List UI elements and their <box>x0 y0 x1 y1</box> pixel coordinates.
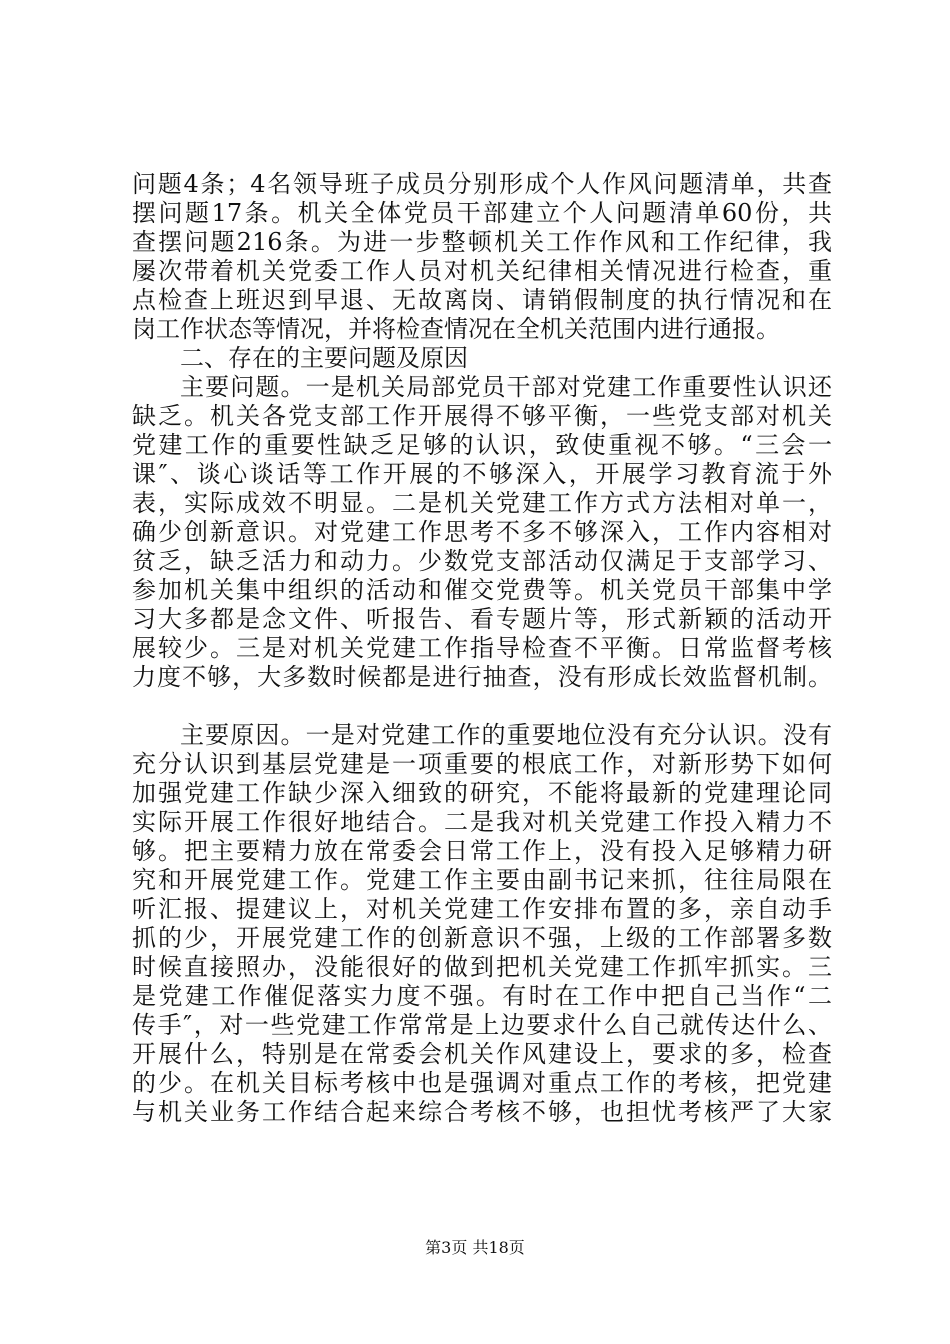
text-line: 点检查上班迟到早退、无故离岗、请销假制度的执行情况和在 <box>132 286 832 314</box>
text-line: 够。把主要精力放在常委会日常工作上，没有投入足够精力研 <box>132 837 832 865</box>
text-line: 问题4条；4名领导班子成员分别形成个人作风问题清单，共查 <box>132 170 832 198</box>
paragraph-continued <box>132 170 832 344</box>
text-line: 贫乏，缺乏活力和动力。少数党支部活动仅满足于支部学习、 <box>132 547 832 575</box>
text-line: 时候直接照办，没能很好的做到把机关党建工作抓牢抓实。三 <box>132 953 832 981</box>
text-line: 力度不够，大多数时候都是进行抽查，没有形成长效监督机制。 <box>132 663 832 691</box>
text-line: 与机关业务工作结合起来综合考核不够，也担忧考核严了大家 <box>132 1098 832 1126</box>
text-line: 习大多都是念文件、听报告、看专题片等，形式新颖的活动开 <box>132 605 832 633</box>
text-line: 听汇报、提建议上，对机关党建工作安排布置的多，亲自动手 <box>132 895 832 923</box>
text-line: 岗工作状态等情况，并将检查情况在全机关范围内进行通报。 <box>132 315 780 343</box>
paragraph-problems <box>132 373 832 692</box>
text-line: 展较少。三是对机关党建工作指导检查不平衡。日常监督考核 <box>132 634 832 662</box>
text-line: 主要原因。一是对党建工作的重要地位没有充分认识。没有 <box>180 721 832 749</box>
text-line: 课″、谈心谈话等工作开展的不够深入，开展学习教育流于外 <box>132 460 832 488</box>
text-line: 是党建工作催促落实力度不强。有时在工作中把自己当作“二 <box>132 982 832 1010</box>
text-line: 查摆问题216条。为进一步整顿机关工作作风和工作纪律，我 <box>132 228 832 256</box>
text-line: 究和开展党建工作。党建工作主要由副书记来抓，往往局限在 <box>132 866 832 894</box>
text-line: 摆问题17条。机关全体党员干部建立个人问题清单60份，共 <box>132 199 832 227</box>
section-heading: 二、存在的主要问题及原因 <box>180 344 468 372</box>
document-body <box>132 170 832 1127</box>
text-line: 屡次带着机关党委工作人员对机关纪律相关情况进行检查，重 <box>132 257 832 285</box>
text-line: 实际开展工作很好地结合。二是我对机关党建工作投入精力不 <box>132 808 832 836</box>
page-number: 第3页 共18页 <box>425 1238 525 1257</box>
section-heading-block <box>132 344 832 373</box>
text-line: 抓的少，开展党建工作的创新意识不强，上级的工作部署多数 <box>132 924 832 952</box>
text-line: 党建工作的重要性缺乏足够的认识，致使重视不够。“三会一 <box>132 431 832 459</box>
text-line: 开展什么，特别是在常委会机关作风建设上，要求的多，检查 <box>132 1040 832 1068</box>
text-line: 主要问题。一是机关局部党员干部对党建工作重要性认识还 <box>180 373 832 401</box>
text-line: 缺乏。机关各党支部工作开展得不够平衡，一些党支部对机关 <box>132 402 832 430</box>
text-line: 参加机关集中组织的活动和催交党费等。机关党员干部集中学 <box>132 576 832 604</box>
text-line: 加强党建工作缺少深入细致的研究，不能将最新的党建理论同 <box>132 779 832 807</box>
paragraph-causes <box>132 721 832 1127</box>
text-line: 的少。在机关目标考核中也是强调对重点工作的考核，把党建 <box>132 1069 832 1097</box>
text-line: 确少创新意识。对党建工作思考不多不够深入，工作内容相对 <box>132 518 832 546</box>
text-line: 充分认识到基层党建是一项重要的根底工作，对新形势下如何 <box>132 750 832 778</box>
text-line: 传手″，对一些党建工作常常是上边要求什么自己就传达什么、 <box>132 1011 832 1039</box>
text-line: 表，实际成效不明显。二是机关党建工作方式方法相对单一， <box>132 489 832 517</box>
